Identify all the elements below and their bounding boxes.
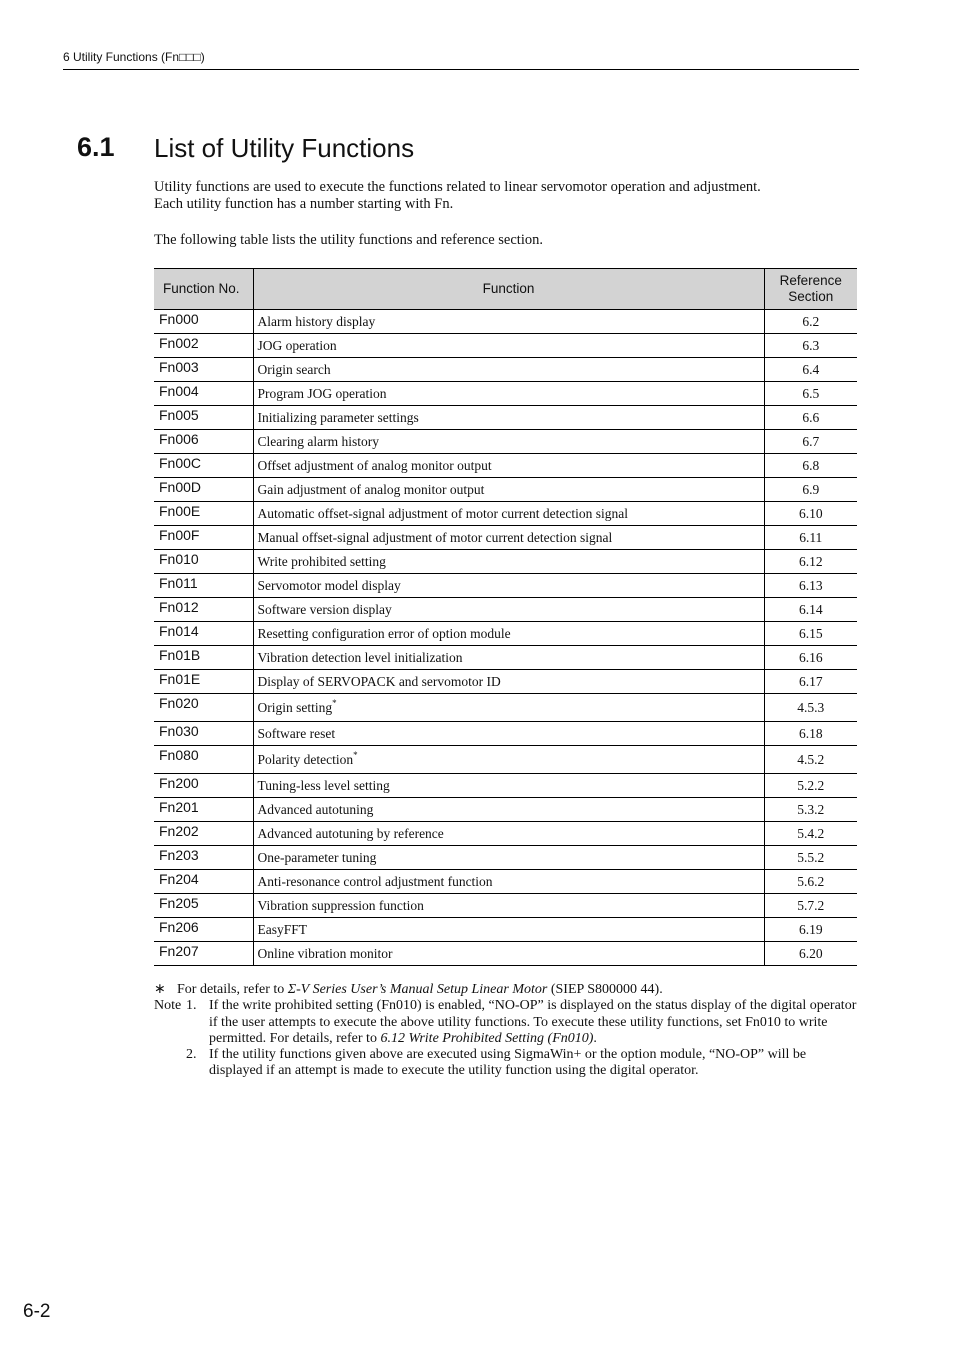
reference-section-cell: 6.4	[764, 358, 857, 382]
function-no-cell: Fn206	[154, 918, 253, 942]
function-cell	[253, 798, 764, 822]
function-no-cell: Fn004	[154, 382, 253, 406]
function-cell	[253, 870, 764, 894]
reference-section-cell: 6.19	[764, 918, 857, 942]
function-no-cell: Fn030	[154, 722, 253, 746]
function-cell	[253, 598, 764, 622]
function-text: Initializing parameter settings	[257, 409, 419, 425]
section-title: List of Utility Functions	[154, 133, 415, 163]
table-row	[154, 454, 857, 478]
function-cell	[253, 746, 764, 774]
function-cell	[253, 406, 764, 430]
function-text: Write prohibited setting	[257, 553, 386, 569]
function-cell	[253, 846, 764, 870]
function-no-cell: Fn002	[154, 334, 253, 358]
function-text: JOG operation	[257, 337, 337, 353]
function-no-cell: Fn080	[154, 746, 253, 774]
footnote-marker: *	[353, 749, 358, 760]
reference-section-cell: 6.3	[764, 334, 857, 358]
function-no-cell: Fn203	[154, 846, 253, 870]
reference-section-cell: 5.4.2	[764, 822, 857, 846]
intro-line-2: Each utility function has a number starting with Fn.	[154, 196, 454, 212]
table-row	[154, 670, 857, 694]
function-no-cell: Fn020	[154, 694, 253, 722]
reference-section-cell: 6.17	[764, 670, 857, 694]
table-row	[154, 870, 857, 894]
intro-line-3: The following table lists the utility functions and reference section.	[154, 232, 543, 248]
table-row	[154, 846, 857, 870]
function-cell	[253, 942, 764, 966]
table-row	[154, 382, 857, 406]
note-label: Note	[154, 998, 182, 1014]
function-cell	[253, 894, 764, 918]
header-reference-section: Reference Section	[764, 269, 857, 310]
function-text: Vibration detection level initialization	[257, 649, 463, 665]
function-text: Origin setting	[257, 699, 333, 715]
notes-block	[154, 982, 860, 1080]
function-no-cell: Fn01B	[154, 646, 253, 670]
header-rule	[63, 69, 859, 70]
function-text: Anti-resonance control adjustment function	[257, 873, 493, 889]
header-function: Function	[253, 269, 764, 310]
function-text: Polarity detection	[257, 751, 354, 767]
footnote-pre: For details, refer to	[177, 982, 288, 997]
table-row	[154, 478, 857, 502]
function-text: Alarm history display	[257, 313, 376, 329]
footnote-marker: *	[332, 697, 337, 708]
function-cell	[253, 478, 764, 502]
table-row	[154, 574, 857, 598]
reference-section-cell: 6.2	[764, 310, 857, 334]
note-2	[154, 1047, 860, 1080]
table-row	[154, 502, 857, 526]
function-no-cell: Fn202	[154, 822, 253, 846]
reference-section-cell: 6.16	[764, 646, 857, 670]
utility-functions-table	[154, 268, 857, 966]
reference-section-cell: 6.7	[764, 430, 857, 454]
intro-gap	[154, 213, 854, 232]
table-row	[154, 622, 857, 646]
function-text: Offset adjustment of analog monitor output	[257, 457, 492, 473]
reference-section-cell: 6.10	[764, 502, 857, 526]
function-text: Tuning-less level setting	[257, 777, 390, 793]
function-no-cell: Fn012	[154, 598, 253, 622]
table-row	[154, 406, 857, 430]
note-1-number: 1.	[186, 998, 197, 1014]
table-body	[154, 310, 857, 966]
reference-section-cell: 6.14	[764, 598, 857, 622]
table-row	[154, 646, 857, 670]
reference-section-cell: 6.8	[764, 454, 857, 478]
reference-section-cell: 6.9	[764, 478, 857, 502]
function-cell	[253, 526, 764, 550]
function-text: Servomotor model display	[257, 577, 401, 593]
table-row	[154, 598, 857, 622]
function-cell	[253, 694, 764, 722]
reference-section-cell: 6.18	[764, 722, 857, 746]
function-text: Clearing alarm history	[257, 433, 379, 449]
function-no-cell: Fn00E	[154, 502, 253, 526]
reference-section-cell: 4.5.3	[764, 694, 857, 722]
reference-section-cell: 6.11	[764, 526, 857, 550]
function-no-cell: Fn000	[154, 310, 253, 334]
reference-section-cell: 6.12	[764, 550, 857, 574]
function-no-cell: Fn00D	[154, 478, 253, 502]
reference-section-cell: 6.15	[764, 622, 857, 646]
note-1	[154, 998, 860, 1047]
function-cell	[253, 382, 764, 406]
function-no-cell: Fn200	[154, 774, 253, 798]
function-no-cell: Fn014	[154, 622, 253, 646]
table-row	[154, 526, 857, 550]
note-1-end: .	[593, 1030, 597, 1046]
reference-section-cell: 5.5.2	[764, 846, 857, 870]
function-text: Vibration suppression function	[257, 897, 424, 913]
table-header-row	[154, 269, 857, 310]
function-no-cell: Fn003	[154, 358, 253, 382]
table-row	[154, 918, 857, 942]
table-row	[154, 694, 857, 722]
footnote-mark: ∗	[154, 982, 166, 997]
function-text: Resetting configuration error of option module	[257, 625, 511, 641]
function-text: EasyFFT	[257, 921, 308, 937]
function-no-cell: Fn207	[154, 942, 253, 966]
table-row	[154, 746, 857, 774]
function-no-cell: Fn005	[154, 406, 253, 430]
function-text: One-parameter tuning	[257, 849, 377, 865]
function-text: Gain adjustment of analog monitor output	[257, 481, 485, 497]
header-function-no: Function No.	[154, 269, 253, 310]
section-number: 6.1	[77, 132, 115, 162]
intro-line-1: Utility functions are used to execute the functions related to linear servomotor operation and adjustment.	[154, 179, 761, 195]
function-cell	[253, 774, 764, 798]
table-row	[154, 774, 857, 798]
table-row	[154, 822, 857, 846]
footnote-post: (SIEP S800000 44).	[547, 982, 663, 997]
table-row	[154, 310, 857, 334]
function-text: Software reset	[257, 725, 336, 741]
function-cell	[253, 574, 764, 598]
function-text: Manual offset-signal adjustment of motor current detection signal	[257, 529, 613, 545]
function-text: Advanced autotuning	[257, 801, 374, 817]
running-head: 6 Utility Functions (Fn□□□)	[63, 50, 205, 64]
note-1-text: If the write prohibited setting (Fn010) is enabled, “NO-OP” is displayed on the status display of the digital operator if the user attempts to execute the above utility functions. To execute these utility functions, set Fn010 to write permitted. For details, refer to	[209, 998, 857, 1046]
function-no-cell: Fn00C	[154, 454, 253, 478]
table-row	[154, 894, 857, 918]
function-text: Automatic offset-signal adjustment of motor current detection signal	[257, 505, 629, 521]
function-no-cell: Fn204	[154, 870, 253, 894]
function-cell	[253, 722, 764, 746]
table-row	[154, 722, 857, 746]
function-no-cell: Fn010	[154, 550, 253, 574]
table-row	[154, 550, 857, 574]
reference-section-cell: 5.2.2	[764, 774, 857, 798]
note-2-text: If the utility functions given above are executed using SigmaWin+ or the option module, “NO-OP” will be displayed if an attempt is made to execute the utility function using the digital operator.	[209, 1047, 807, 1079]
function-cell	[253, 454, 764, 478]
reference-section-cell: 6.6	[764, 406, 857, 430]
function-cell	[253, 502, 764, 526]
reference-section-cell: 5.6.2	[764, 870, 857, 894]
footnote	[154, 982, 860, 998]
table-row	[154, 430, 857, 454]
function-no-cell: Fn00F	[154, 526, 253, 550]
function-cell	[253, 822, 764, 846]
intro-text	[154, 179, 854, 249]
function-cell	[253, 550, 764, 574]
reference-section-cell: 4.5.2	[764, 746, 857, 774]
function-text: Program JOG operation	[257, 385, 387, 401]
function-text: Online vibration monitor	[257, 945, 393, 961]
function-no-cell: Fn006	[154, 430, 253, 454]
function-cell	[253, 622, 764, 646]
function-no-cell: Fn201	[154, 798, 253, 822]
function-text: Advanced autotuning by reference	[257, 825, 444, 841]
note-1-reference: 6.12 Write Prohibited Setting (Fn010)	[380, 1030, 594, 1046]
function-cell	[253, 918, 764, 942]
reference-section-cell: 6.20	[764, 942, 857, 966]
table-row	[154, 942, 857, 966]
function-no-cell: Fn205	[154, 894, 253, 918]
reference-section-cell: 5.7.2	[764, 894, 857, 918]
footnote-manual-title: Σ-V Series User’s Manual Setup Linear Motor	[287, 982, 548, 997]
note-2-number: 2.	[186, 1047, 197, 1063]
function-cell	[253, 670, 764, 694]
page-number: 6-2	[23, 1301, 51, 1322]
function-no-cell: Fn011	[154, 574, 253, 598]
function-cell	[253, 646, 764, 670]
function-text: Display of SERVOPACK and servomotor ID	[257, 673, 501, 689]
table-row	[154, 798, 857, 822]
reference-section-cell: 6.13	[764, 574, 857, 598]
function-cell	[253, 358, 764, 382]
function-cell	[253, 334, 764, 358]
function-cell	[253, 430, 764, 454]
function-text: Origin search	[257, 361, 331, 377]
table-row	[154, 358, 857, 382]
function-text: Software version display	[257, 601, 392, 617]
reference-section-cell: 6.5	[764, 382, 857, 406]
table-row	[154, 334, 857, 358]
function-cell	[253, 310, 764, 334]
function-no-cell: Fn01E	[154, 670, 253, 694]
reference-section-cell: 5.3.2	[764, 798, 857, 822]
